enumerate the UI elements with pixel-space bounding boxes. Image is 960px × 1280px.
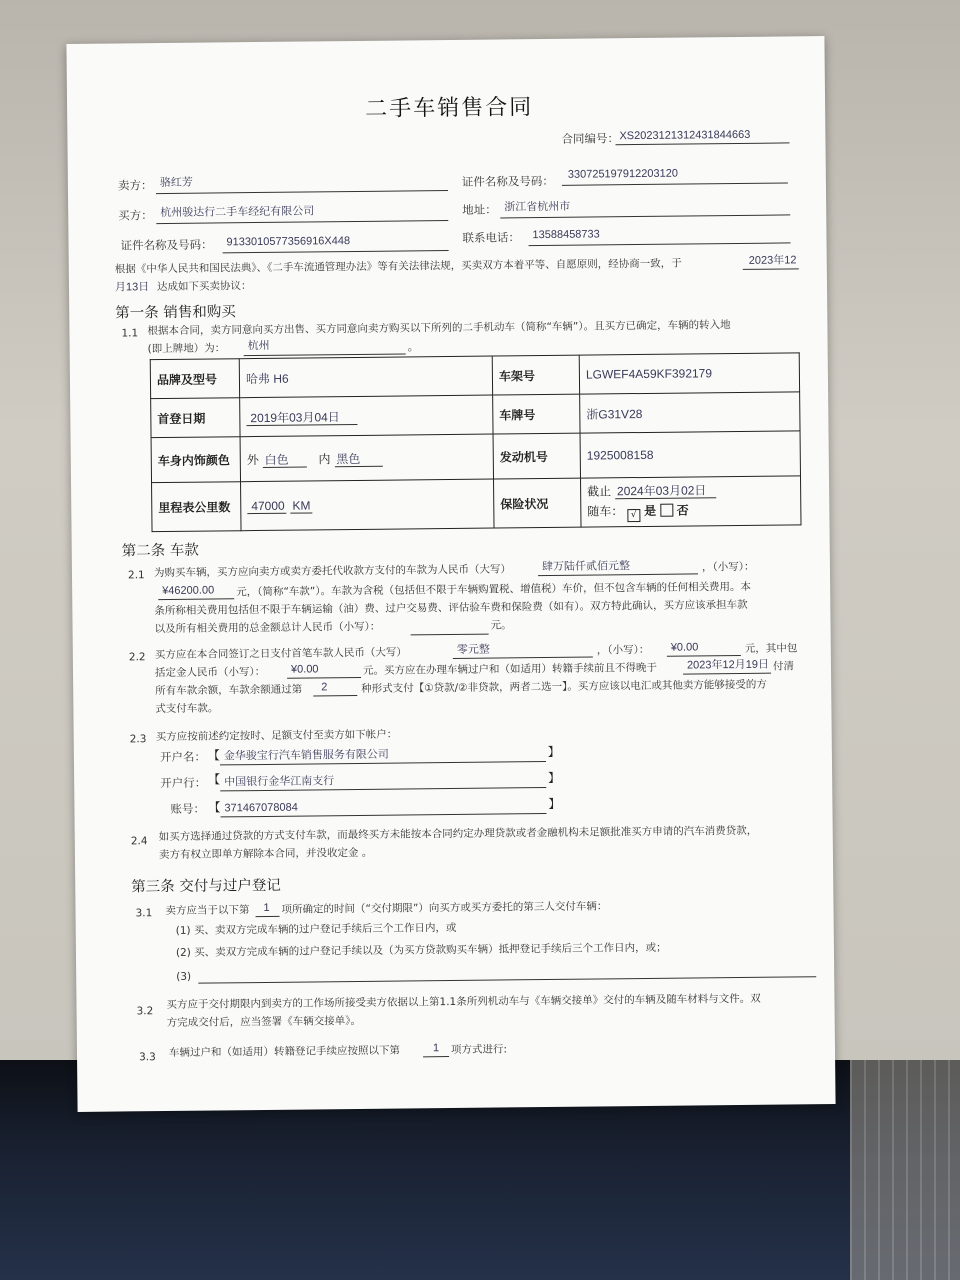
seller-id-underline (562, 182, 788, 185)
reg-date-text: 2019年03月04日 (246, 409, 358, 425)
intro-date1-underline (743, 268, 799, 270)
intro-date1: 2023年12 (748, 254, 797, 267)
table-row (150, 353, 799, 399)
insurance-value (581, 476, 802, 527)
mileage-value (241, 479, 494, 531)
engine-label: 发动机号 (493, 433, 580, 479)
bank-label: 开户行： (160, 775, 207, 791)
art3-c2-num: 3.2 (136, 1005, 154, 1018)
seller-underline (156, 190, 448, 194)
insurance-until-row (587, 480, 794, 499)
bank-lbracket: 【 (208, 772, 221, 787)
article1-title: 第一条 销售和购买 (115, 304, 236, 322)
background-radiator (850, 1060, 960, 1280)
down-payment-words: 零元整 (456, 643, 490, 656)
account-name-lbracket: 【 (207, 748, 220, 763)
no-label: 否 (676, 503, 689, 518)
color-in-label: 内 (318, 451, 331, 466)
art3-c1-a: 卖方应当于以下第 (165, 904, 250, 918)
reg-date-label: 首登日期 (151, 398, 240, 438)
buyer-id-value: 9133010577356916X448 (226, 235, 351, 249)
account-name-value: 金华骏宝行汽车销售服务有限公司 (223, 748, 389, 763)
plate-text: 浙G31V28 (586, 406, 643, 422)
document-title: 二手车销售合同 (364, 95, 534, 122)
price-in-figures: ¥46200.00 (162, 584, 215, 598)
down-payment-words-underline (453, 657, 593, 659)
phone-underline (529, 242, 791, 246)
delivery-option-underline (256, 916, 280, 917)
reg-date-value (240, 395, 493, 437)
account-no-label: 账号： (170, 801, 206, 816)
article2-title: 第二条 车款 (121, 542, 199, 560)
no-checkbox (660, 504, 673, 517)
yes-checkbox: √ (627, 509, 640, 522)
engine-value (580, 431, 800, 478)
bank-value: 中国银行金华江南支行 (224, 775, 335, 789)
intro-line1: 根据《中华人民共和国民法典》、《二手车流通管理办法》等有关法律法规，买卖双方本着平等、自愿原则，经协商一致，于 (114, 257, 682, 276)
phone-value: 13588458733 (532, 228, 600, 242)
address-label: 地址： (462, 202, 497, 217)
art3-c3-num: 3.3 (138, 1051, 156, 1064)
transfer-place-value: 杭州 (247, 339, 270, 353)
seller-id-label: 证件名称及号码： (461, 173, 554, 189)
transfer-option: 1 (432, 1042, 440, 1055)
article1-clause1-line2: (即上牌地）为： (147, 342, 226, 356)
account-no-lbracket: 【 (208, 800, 221, 815)
art2-c1-f: 元。 (490, 619, 512, 632)
brand-label: 品牌及型号 (150, 359, 239, 399)
brand-text: 哈弗 H6 (245, 371, 289, 386)
art3-c1-b: 项所确定的时间（“交付期限”）向买方或买方委托的第三人交付车辆： (281, 900, 608, 916)
seller-id-value: 330725197912203120 (567, 167, 679, 181)
address-underline (500, 214, 790, 218)
with-car-row (587, 500, 794, 522)
art2-c1-num: 2.1 (127, 569, 145, 582)
art3-c2-b: 方完成交付后，应当签署《车辆交接单》。 (166, 1014, 361, 1030)
plate-value (580, 392, 800, 433)
art3-c1-num: 3.1 (135, 907, 153, 920)
art3-c3-a: 车辆过户和（如适用）转籍登记手续应按照以下第 (168, 1044, 401, 1059)
art2-c2-i: 式支付车款。 (155, 702, 219, 716)
intro-line2: 达成如下买卖协议： (156, 280, 252, 294)
art2-c1-d: 条所称相关费用包括但不限于车辆运输（油）费、过户交易费、评估验车费和保险费（如有）。双方特此确认，买方应该承担车款 (154, 598, 748, 618)
art2-c1-a: 为购买车辆，买方应向卖方或卖方委托代收款方支付的车款为人民币（大写） (153, 563, 512, 580)
art2-c3-a: 买方应按前述约定按时、足额支付至卖方如下帐户： (155, 728, 398, 744)
table-row (151, 431, 800, 483)
contract-no-value: XS2023121312431844663 (619, 128, 751, 143)
color-in-text: 黑色 (334, 451, 382, 467)
art2-c1-e: 以及所有相关费用的总金额总计人民币（小写）： (154, 620, 381, 636)
article3-title: 第三条 交付与过户登记 (131, 877, 281, 896)
down-payment-figures-underline (667, 655, 741, 657)
balance-due-date: 2023年12月19日 (686, 658, 769, 672)
balance-due-date-underline (683, 673, 771, 675)
buyer-underline (156, 220, 448, 224)
art3-c3-b: 项方式进行: (450, 1043, 508, 1057)
table-row (152, 476, 801, 532)
deposit-underline (287, 677, 361, 679)
color-out-text: 白色 (263, 452, 307, 467)
vin-label: 车架号 (492, 355, 579, 395)
phone-label: 联系电话： (462, 230, 521, 245)
buyer-id-underline (223, 250, 449, 253)
color-out-label: 外 (246, 452, 259, 467)
total-amount-underline (411, 634, 489, 636)
art2-c2-c: 元，其中包 (744, 642, 798, 655)
art2-c2-d: 括定金人民币（小写）： (154, 665, 266, 680)
payment-method: 2 (321, 681, 328, 694)
payment-method-underline (313, 695, 357, 696)
vin-value (579, 353, 799, 394)
deposit-figures: ¥0.00 (290, 663, 319, 676)
art3-opt3-underline (198, 976, 816, 983)
bank-rbracket: 】 (548, 770, 561, 785)
account-no-value: 371467078084 (224, 801, 298, 815)
art3-opt2: (2) 买、卖双方完成车辆的过户登记手续以及（为买方贷款购买车辆）抵押登记手续后三个工作日内，或； (175, 941, 667, 959)
vehicle-info-table (150, 352, 802, 532)
art2-c2-e: 元。买方应在办理车辆过户和（如适用）转籍手续前且不得晚于 (362, 661, 658, 677)
art2-c4-num: 2.4 (130, 835, 148, 848)
account-name-rbracket: 】 (547, 744, 560, 759)
art2-c2-h: 种形式支付【①贷款/②非贷款，两者二选一】。买方应该以电汇或其他卖方能够接受的方 (361, 678, 767, 695)
mileage-text: 47000 (247, 499, 287, 514)
color-label: 车身内饰颜色 (151, 437, 240, 483)
vin-text: LGWEF4A59KF392179 (585, 366, 713, 382)
transfer-option-underline (423, 1056, 449, 1057)
art2-c3-num: 2.3 (129, 733, 147, 746)
article1-clause1-num: 1.1 (121, 327, 139, 340)
mileage-unit: KM (290, 498, 312, 513)
buyer-id-label: 证件名称及号码： (120, 237, 213, 253)
art2-c4-a: 如买方选择通过贷款的方式支付车款，而最终买方未能按本合同约定办理贷款或者金融机构未足额批准买方申请的汽车消费贷款， (158, 824, 758, 844)
yes-label: 是 (643, 503, 657, 518)
down-payment-figures: ¥0.00 (670, 641, 699, 654)
art2-c1-b: ，（小写）： (701, 560, 755, 574)
seller-label: 卖方： (117, 178, 153, 193)
article1-clause1-line1: 根据本合同，卖方同意向买方出售、买方同意向卖方购买以下所列的二手机动车（简称“车辆”）。且买方已确定，车辆的转入地 (147, 319, 731, 338)
account-name-label: 开户名： (159, 749, 206, 765)
contract-page (66, 36, 835, 1112)
table-row (151, 392, 800, 438)
engine-text: 1925008158 (586, 447, 654, 463)
insurance-until-text: 2024年03月02日 (615, 483, 717, 499)
art2-c4-b: 卖方有权立即单方解除本合同，并没收定金 。 (158, 846, 373, 862)
price-in-words: 肆万陆仟贰佰元整 (541, 560, 630, 574)
price-in-figures-underline (158, 598, 234, 600)
delivery-option: 1 (263, 901, 270, 914)
art2-c1-c: 元，（简称“车款”）。车款为含税（包括但不限于车辆购置税、增值税）车价，但不包含车辆的任何相关费用。本 (236, 580, 752, 599)
art2-c2-g: 所有车款余额，车款余额通过第 (155, 683, 303, 698)
art3-c2-a: 买方应于交付期限内到卖方的工作场所接受卖方依据以上第1.1条所列机动车与《车辆交接单》交付的车辆及随车材料与文件。双 (166, 992, 761, 1012)
buyer-label: 买方： (118, 208, 153, 223)
art2-c2-a: 买方应在本合同签订之日支付首笔车款人民币（大写） (154, 646, 407, 662)
intro-date2: 月13日 (114, 281, 150, 294)
art3-opt1: (1) 买、卖双方完成车辆的过户登记手续后三个工作日内，或 (175, 921, 457, 937)
art3-opt3: (3) (176, 970, 192, 983)
seller-value: 骆红芳 (159, 176, 193, 190)
insurance-until-label: 截止 (587, 484, 612, 499)
brand-value (239, 356, 492, 398)
art2-c2-b: ，（小写）： (596, 643, 650, 657)
insurance-label: 保险状况 (494, 478, 582, 528)
address-value: 浙江省杭州市 (504, 200, 571, 214)
art2-c2-f: 付清 (772, 660, 795, 673)
buyer-value: 杭州骏达行二手车经纪有限公司 (160, 205, 315, 220)
color-value (240, 434, 493, 482)
transfer-place-end: 。 (407, 339, 420, 354)
art2-c2-num: 2.2 (128, 651, 146, 664)
mileage-label: 里程表公里数 (152, 482, 242, 532)
account-no-rbracket: 】 (548, 796, 561, 811)
with-car-label: 随车： (587, 504, 624, 519)
plate-label: 车牌号 (493, 394, 580, 434)
contract-no-label: 合同编号： (561, 131, 620, 146)
